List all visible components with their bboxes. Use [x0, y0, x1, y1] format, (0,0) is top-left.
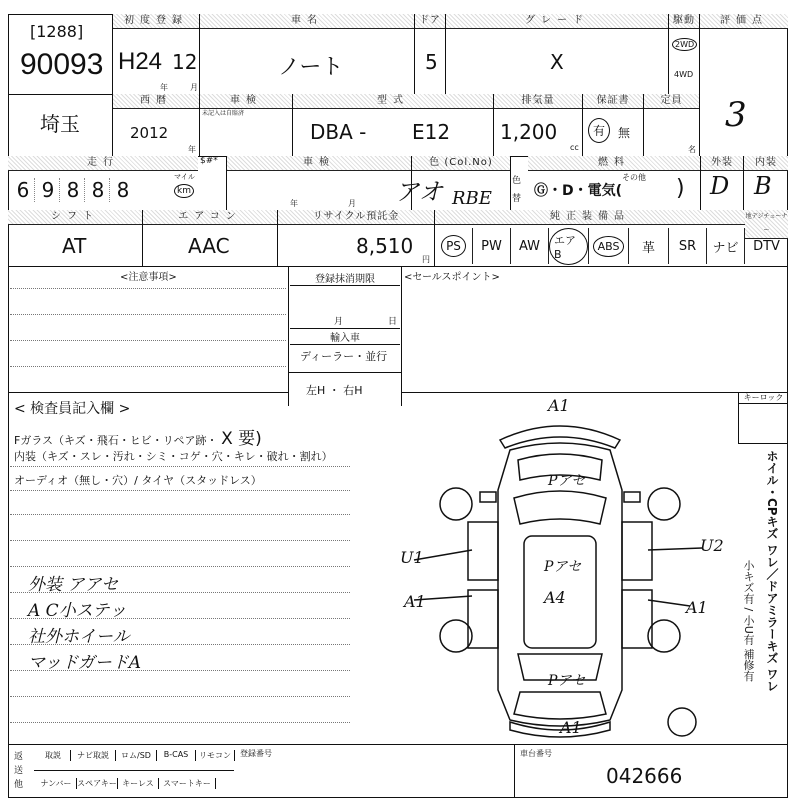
color-header: 色 (Col.No): [412, 156, 510, 171]
fuel-options: Ⓖ・D・電気(: [534, 183, 623, 199]
inspector-line: [10, 490, 350, 491]
equipment-leather: [629, 228, 669, 264]
spare-wheel: [668, 708, 696, 736]
inspector-line: [10, 466, 350, 467]
notes-line: [10, 314, 286, 315]
displacement-header: 排気量: [494, 94, 582, 109]
km-flag: $#*: [200, 156, 218, 166]
fuel-header: 燃料: [528, 156, 700, 171]
fuel-close: ): [676, 176, 685, 201]
equipment-pw: [473, 228, 511, 264]
right-rear-door: [622, 590, 652, 648]
drive-2wd: 2WD: [672, 38, 697, 51]
car-name-header: 車名: [200, 14, 414, 29]
bottom-row-head: 返送他: [14, 752, 24, 790]
bottom-item: ナビ取説: [71, 750, 116, 761]
shako-header: 車検: [227, 156, 411, 171]
mark-hood: Pアセ: [548, 473, 586, 489]
first-reg-month-label: 月: [190, 83, 198, 92]
interior-grade: B: [754, 172, 772, 200]
first-reg-era: H24: [118, 48, 163, 75]
mileage-digit: 8: [62, 178, 85, 202]
mark-roof-top: Pアセ: [544, 559, 582, 575]
mileage-unit-km: km: [174, 184, 194, 198]
model-header: 型式: [293, 94, 493, 109]
equipment-sr: [669, 228, 707, 264]
lot-number: 90093: [20, 48, 104, 81]
sheet-title: [270, 0, 530, 4]
inspector-line-glass: [14, 424, 262, 449]
equipment-ps: [435, 228, 473, 264]
mark-roof: A4: [544, 588, 566, 607]
mileage-digit: 6: [12, 178, 35, 202]
inspector-line: [10, 540, 350, 541]
year-seireki: 2012: [130, 124, 169, 142]
warranty-header: 保証書: [583, 94, 643, 109]
first-reg-header: 初度登録: [113, 14, 199, 29]
deadline-divider: [401, 266, 402, 406]
reg-no-label: 登録番号: [240, 749, 272, 758]
wheel-front-left: [440, 488, 472, 520]
handwritten-note: A C小ステッ: [28, 601, 127, 621]
mileage-digit: 8: [87, 178, 110, 202]
exterior-header: 外装: [701, 156, 743, 171]
notes-line: [10, 366, 286, 367]
interior-header: 内装: [744, 156, 788, 171]
inspector-line: [10, 696, 350, 697]
equipment-label: ABS: [593, 236, 625, 257]
color-change: 色替: [512, 176, 522, 204]
inspector-glass-text: Fガラス（キズ・飛石・ヒビ・リペア跡・: [14, 434, 218, 447]
capacity-unit: 名: [688, 145, 696, 154]
sales-bottom-line: [401, 392, 788, 393]
frame-number: 042666: [606, 764, 683, 788]
mileage-header: 走行: [8, 156, 198, 171]
aircon-header: エアコン: [143, 210, 277, 225]
inspector-line-audio: オーディオ（無し・穴）/ タイヤ（スタッドレス）: [14, 474, 262, 487]
equipment-label: SR: [678, 238, 697, 254]
equipment-label: AW: [518, 238, 541, 254]
warranty-no: 無: [618, 126, 631, 140]
shaken-header: 車検: [200, 94, 292, 109]
inspector-line: [10, 514, 350, 515]
recycle-yen: 円: [422, 255, 430, 264]
mark-leader: [648, 600, 690, 606]
handwritten-note: 外装 アアセ: [28, 575, 119, 595]
drive-4wd: 4WD: [674, 70, 694, 79]
inspector-header: < 検査員記入欄 >: [14, 401, 131, 417]
equipment-label: エアB: [549, 228, 588, 265]
wheel-rear-left: [440, 620, 472, 652]
fuel-other: その他: [622, 173, 646, 182]
seireki-header: 西暦: [113, 94, 199, 109]
bottom-items-bottom: [36, 778, 216, 789]
mark-left-u: U1: [400, 548, 424, 567]
left-front-door: [468, 522, 498, 580]
shift-header: シフト: [8, 210, 142, 225]
region: 埼玉: [40, 112, 80, 136]
grade-header: グレード: [446, 14, 668, 29]
doors-header: ドア: [415, 14, 445, 29]
mirror-left: [480, 492, 496, 502]
capacity-header: 定員: [644, 94, 699, 109]
recycle-value: 8,510: [356, 234, 414, 258]
sales-point-header: <セールスポイント>: [404, 272, 500, 283]
bottom-item: ナンバー: [36, 778, 77, 789]
tuner-header: 地デジチューナー: [745, 210, 788, 239]
notes-divider: [288, 266, 289, 406]
trunk: [514, 692, 606, 719]
displacement-cc: cc: [570, 143, 579, 152]
row4-bottom-line: [8, 266, 788, 267]
model-code: E12: [412, 120, 451, 144]
mileage-digits: [12, 178, 172, 202]
color-code: RBE: [452, 188, 492, 209]
mark-left-a: A1: [404, 592, 426, 611]
wheel-rear-right: [648, 620, 680, 652]
shako-year: 年: [290, 199, 298, 208]
handle: 左H ・ 右H: [306, 384, 363, 397]
mirror-right: [624, 492, 640, 502]
warranty-yes: 有: [588, 118, 610, 143]
aircon-value: AAC: [188, 234, 230, 258]
mark-leader: [648, 548, 702, 550]
bottom-item: リモコン: [196, 750, 235, 761]
bottom-item: スマートキー: [159, 778, 216, 789]
handwritten-note: マッドガードA: [28, 653, 142, 673]
mileage-digit: 9: [37, 178, 60, 202]
equipment-dtv: [745, 228, 788, 264]
car-name: ノート: [278, 55, 344, 80]
equipment-airbag: [549, 228, 589, 264]
notes-header: <注意事項>: [120, 272, 177, 283]
handwritten-note: 社外ホイール: [28, 627, 130, 647]
import-type: ディーラー・並行: [300, 350, 388, 363]
front-bumper: [500, 426, 620, 448]
bottom-item: 取説: [36, 750, 71, 761]
bottom-item: ロム/SD: [116, 750, 157, 761]
auction-number: [1288]: [30, 22, 84, 41]
first-reg-year-label: 年: [160, 83, 168, 92]
inspector-line: [10, 722, 350, 723]
reg-no-divider: [514, 744, 515, 798]
right-front-door: [622, 522, 652, 580]
windshield: [514, 491, 606, 524]
inspector-line: [10, 566, 350, 567]
equipment-abs: [589, 228, 629, 264]
model-prefix: DBA -: [310, 120, 367, 144]
bottom-item: キーレス: [118, 778, 159, 789]
recycle-header: リサイクル預託金: [278, 210, 434, 225]
mark-trunk: Pアセ: [548, 673, 586, 689]
bottom-mid-line: [34, 770, 234, 771]
import-header: 輸入車: [290, 328, 400, 345]
side-note: ホイル・CPキズ ワレ／ドアミラーキズ ワレ: [765, 450, 779, 692]
mark-right-u: U2: [700, 536, 724, 555]
exterior-grade: D: [710, 172, 730, 200]
mileage-digit: 8: [116, 178, 130, 202]
score-header: 評価点: [700, 14, 788, 29]
equipment-label: PS: [441, 235, 466, 257]
equipment-label: 革: [641, 240, 655, 256]
equipment-label: PW: [481, 238, 502, 254]
wheel-front-right: [648, 488, 680, 520]
seireki-year-mark: 年: [188, 145, 196, 154]
color-hand: アオ: [395, 178, 443, 206]
bottom-items-top: [36, 750, 235, 761]
shaken-note: 未記入は自賠済: [202, 110, 245, 117]
drive-header: 駆動: [669, 14, 699, 29]
mileage-unit-miles: マイル: [174, 173, 195, 181]
equipment-label: DTV: [753, 238, 780, 254]
notes-bottom-line: [8, 392, 288, 393]
bottom-top-line: [8, 744, 788, 745]
inspector-glass-mark: X 要): [221, 429, 262, 449]
first-reg-month: 12: [172, 50, 198, 74]
keylock-box: [738, 392, 788, 444]
bottom-item: B-CAS: [157, 750, 196, 761]
bottom-item: スペアキー: [77, 779, 117, 788]
left-rear-door: [468, 590, 498, 648]
equipment-aw: [511, 228, 549, 264]
shako-month: 月: [348, 199, 356, 208]
mark-rear: A1: [560, 718, 582, 737]
score-value: 3: [725, 95, 747, 135]
equipment-navi: [707, 228, 745, 264]
color-divider: [510, 156, 511, 210]
deadline-header: 登録抹消期限: [290, 270, 400, 286]
inspector-line-interior: 内装（キズ・スレ・汚れ・シミ・コゲ・穴・キレ・破れ・割れ）: [14, 450, 333, 463]
deadline-day: 日: [388, 317, 398, 327]
keylock-label: キーロック: [739, 392, 788, 404]
displacement: 1,200: [500, 120, 558, 144]
frame-no-label: 車台番号: [520, 749, 552, 758]
shift-value: AT: [62, 234, 87, 258]
handle-line: [289, 372, 401, 373]
mark-front: A1: [548, 396, 570, 415]
grade-value: X: [550, 50, 564, 74]
deadline-month: 月: [334, 317, 344, 327]
notes-line: [10, 340, 286, 341]
equipment-label: ナビ: [712, 240, 739, 256]
drive-divider: [699, 14, 700, 156]
notes-line: [10, 288, 286, 289]
mark-right-a: A1: [686, 598, 708, 617]
equipment-header: 純正装備品: [435, 210, 745, 225]
side-note-2: 小キズ有 / 小U有 補修有: [742, 560, 755, 682]
doors-value: 5: [425, 50, 438, 74]
